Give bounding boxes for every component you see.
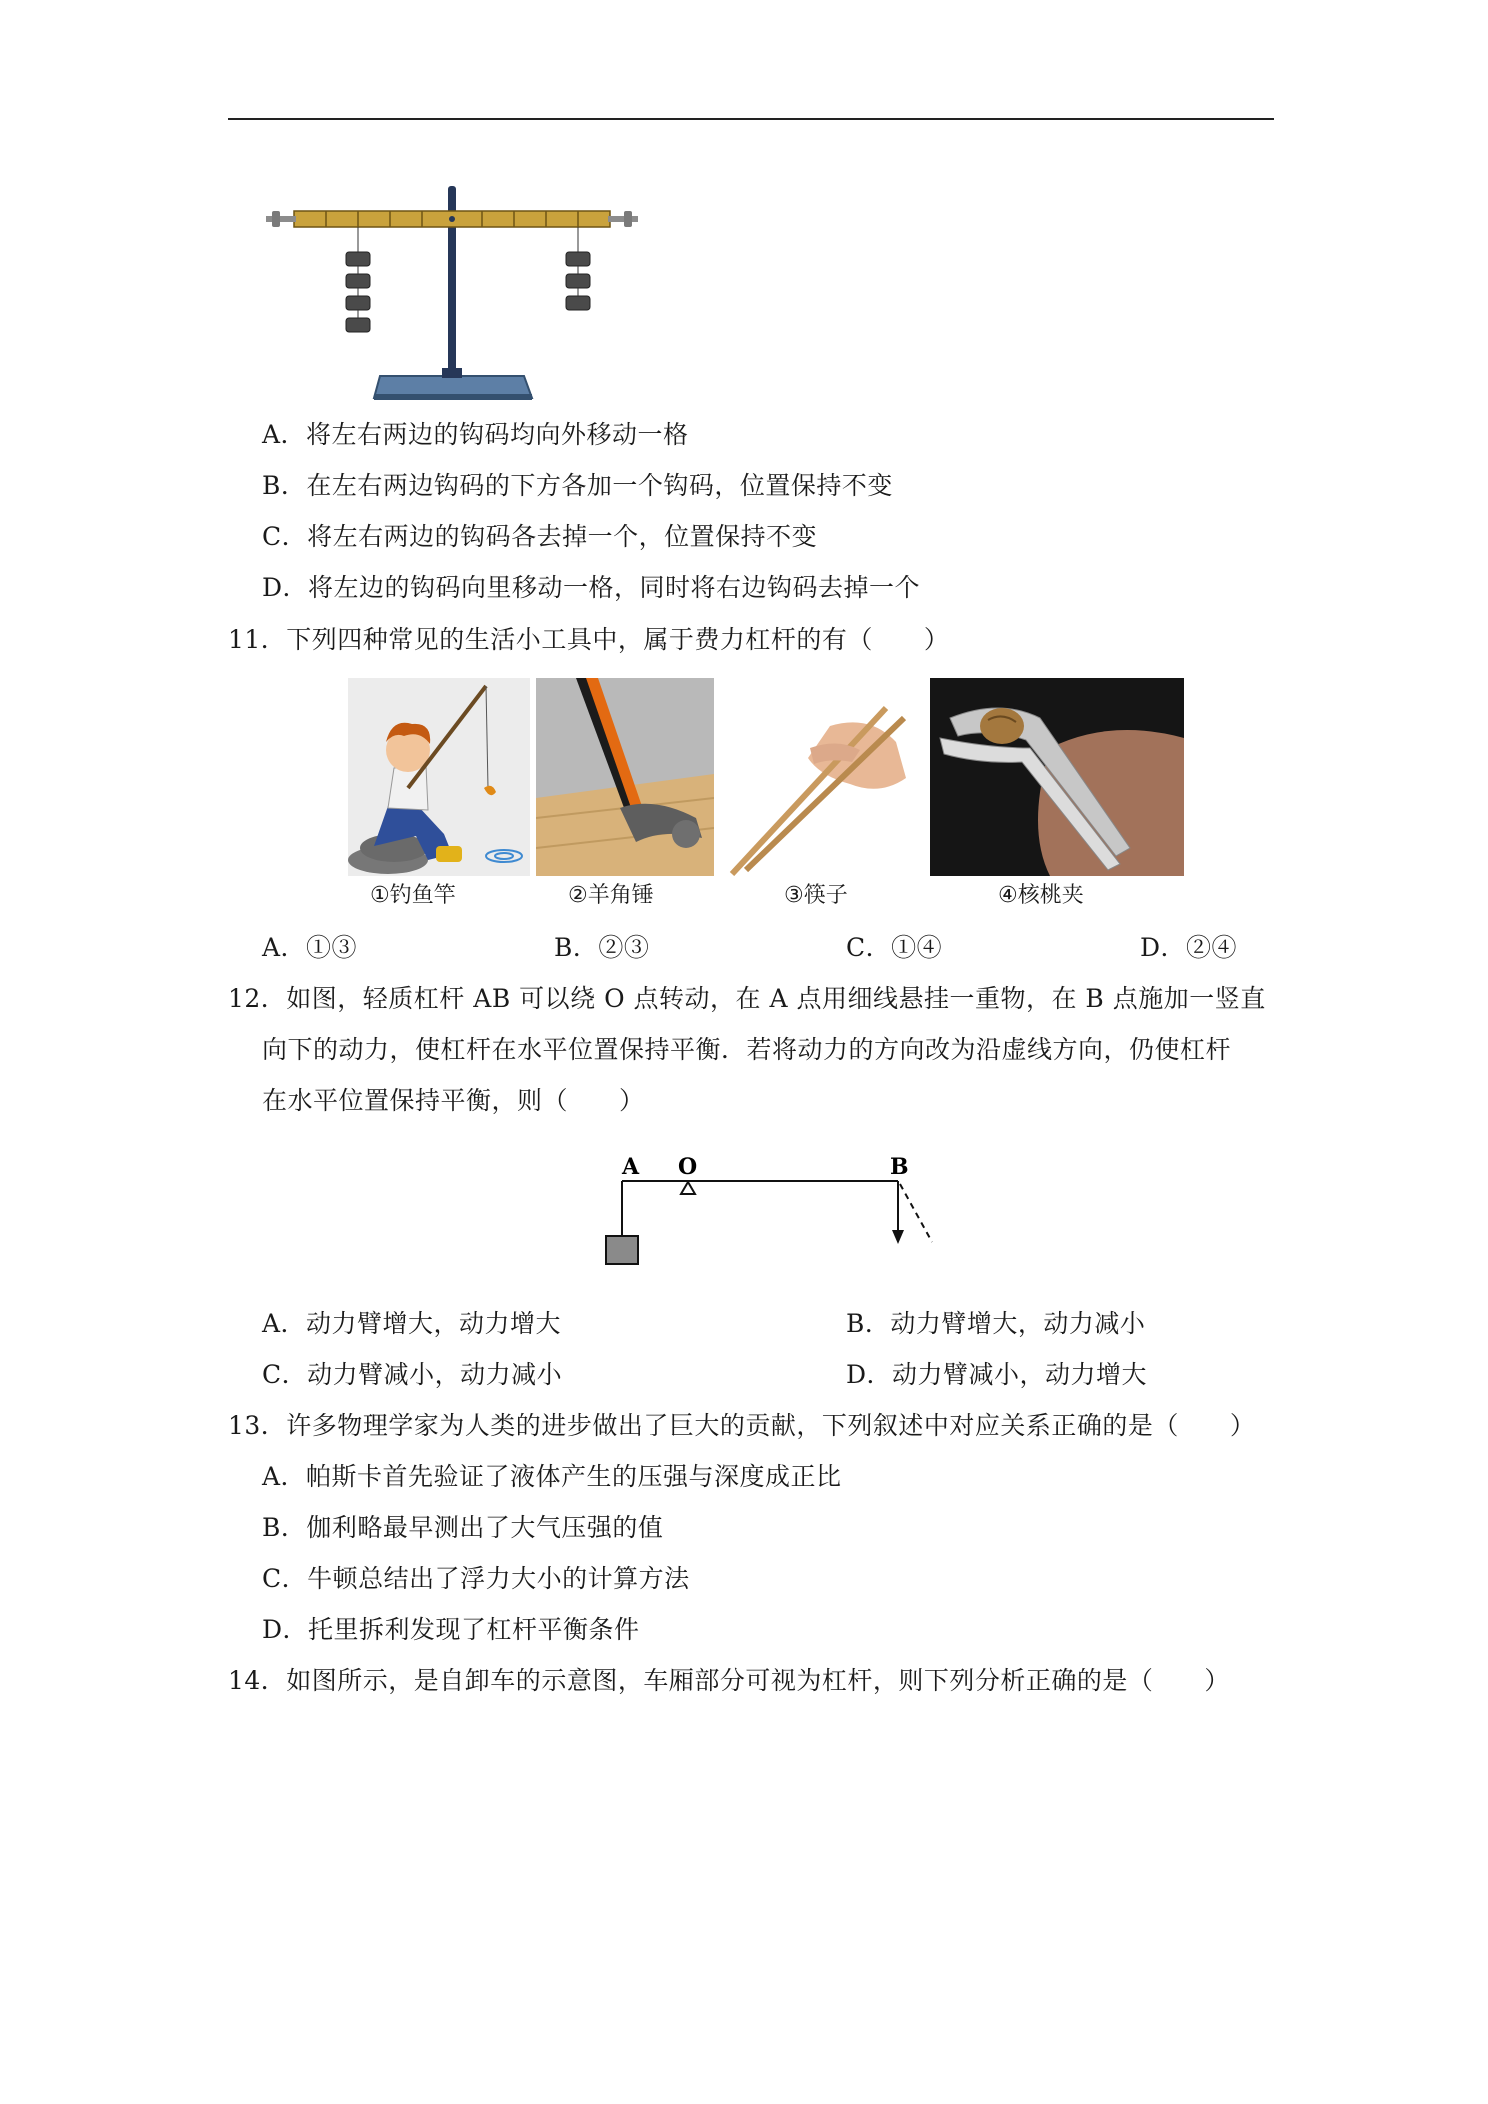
fishing-rod-image bbox=[348, 678, 530, 876]
q13-option-b: B．伽利略最早测出了大气压强的值 bbox=[262, 1513, 664, 1542]
q11-option-d: D．②④ bbox=[1140, 933, 1238, 962]
q10-option-a: A．将左右两边的钩码均向外移动一格 bbox=[262, 420, 689, 449]
q12-stem-line-1: 12．如图，轻质杠杆 AB 可以绕 O 点转动，在 A 点用细线悬挂一重物，在 B 点施加一竖直 bbox=[228, 984, 1266, 1013]
caption-fishing-rod: ①钓鱼竿 bbox=[370, 883, 456, 908]
label-a: A bbox=[622, 1154, 640, 1180]
q14-stem: 14．如图所示，是自卸车的示意图，车厢部分可视为杠杆，则下列分析正确的是（ ） bbox=[228, 1666, 1230, 1695]
caption-nutcracker: ④核桃夹 bbox=[998, 883, 1084, 908]
q12-stem-line-2: 向下的动力，使杠杆在水平位置保持平衡．若将动力的方向改为沿虚线方向，仍使杠杆 bbox=[262, 1035, 1232, 1064]
q11-option-c: C．①④ bbox=[846, 933, 943, 962]
q12-option-a: A．动力臂增大，动力增大 bbox=[262, 1309, 562, 1338]
q13-option-c: C．牛顿总结出了浮力大小的计算方法 bbox=[262, 1564, 690, 1593]
header-rule bbox=[228, 118, 1274, 120]
claw-hammer-image bbox=[536, 678, 714, 876]
lever-ab-diagram bbox=[598, 1150, 948, 1270]
nutcracker-image bbox=[930, 678, 1184, 876]
q12-option-d: D．动力臂减小，动力增大 bbox=[846, 1360, 1148, 1389]
lever-balance-figure bbox=[262, 180, 642, 402]
caption-chopsticks: ③筷子 bbox=[784, 883, 848, 908]
q12-stem-line-3: 在水平位置保持平衡，则（ ） bbox=[262, 1086, 645, 1115]
caption-claw-hammer: ②羊角锤 bbox=[568, 883, 654, 908]
q11-option-a: A．①③ bbox=[262, 933, 358, 962]
q10-option-b: B．在左右两边钩码的下方各加一个钩码，位置保持不变 bbox=[262, 471, 893, 500]
q11-option-b: B．②③ bbox=[554, 933, 650, 962]
q13-stem: 13．许多物理学家为人类的进步做出了巨大的贡献，下列叙述中对应关系正确的是（ ） bbox=[228, 1411, 1256, 1440]
label-b: B bbox=[890, 1154, 909, 1180]
q12-option-b: B．动力臂增大，动力减小 bbox=[846, 1309, 1146, 1338]
q10-option-c: C．将左右两边的钩码各去掉一个，位置保持不变 bbox=[262, 522, 818, 551]
q10-option-d: D．将左边的钩码向里移动一格，同时将右边钩码去掉一个 bbox=[262, 573, 921, 602]
chopsticks-image bbox=[720, 678, 926, 876]
q13-option-a: A．帕斯卡首先验证了液体产生的压强与深度成正比 bbox=[262, 1462, 842, 1491]
q11-stem: 11．下列四种常见的生活小工具中，属于费力杠杆的有（ ） bbox=[228, 625, 950, 654]
q13-option-d: D．托里拆利发现了杠杆平衡条件 bbox=[262, 1615, 640, 1644]
q12-option-c: C．动力臂减小，动力减小 bbox=[262, 1360, 563, 1389]
label-o: O bbox=[678, 1154, 698, 1180]
